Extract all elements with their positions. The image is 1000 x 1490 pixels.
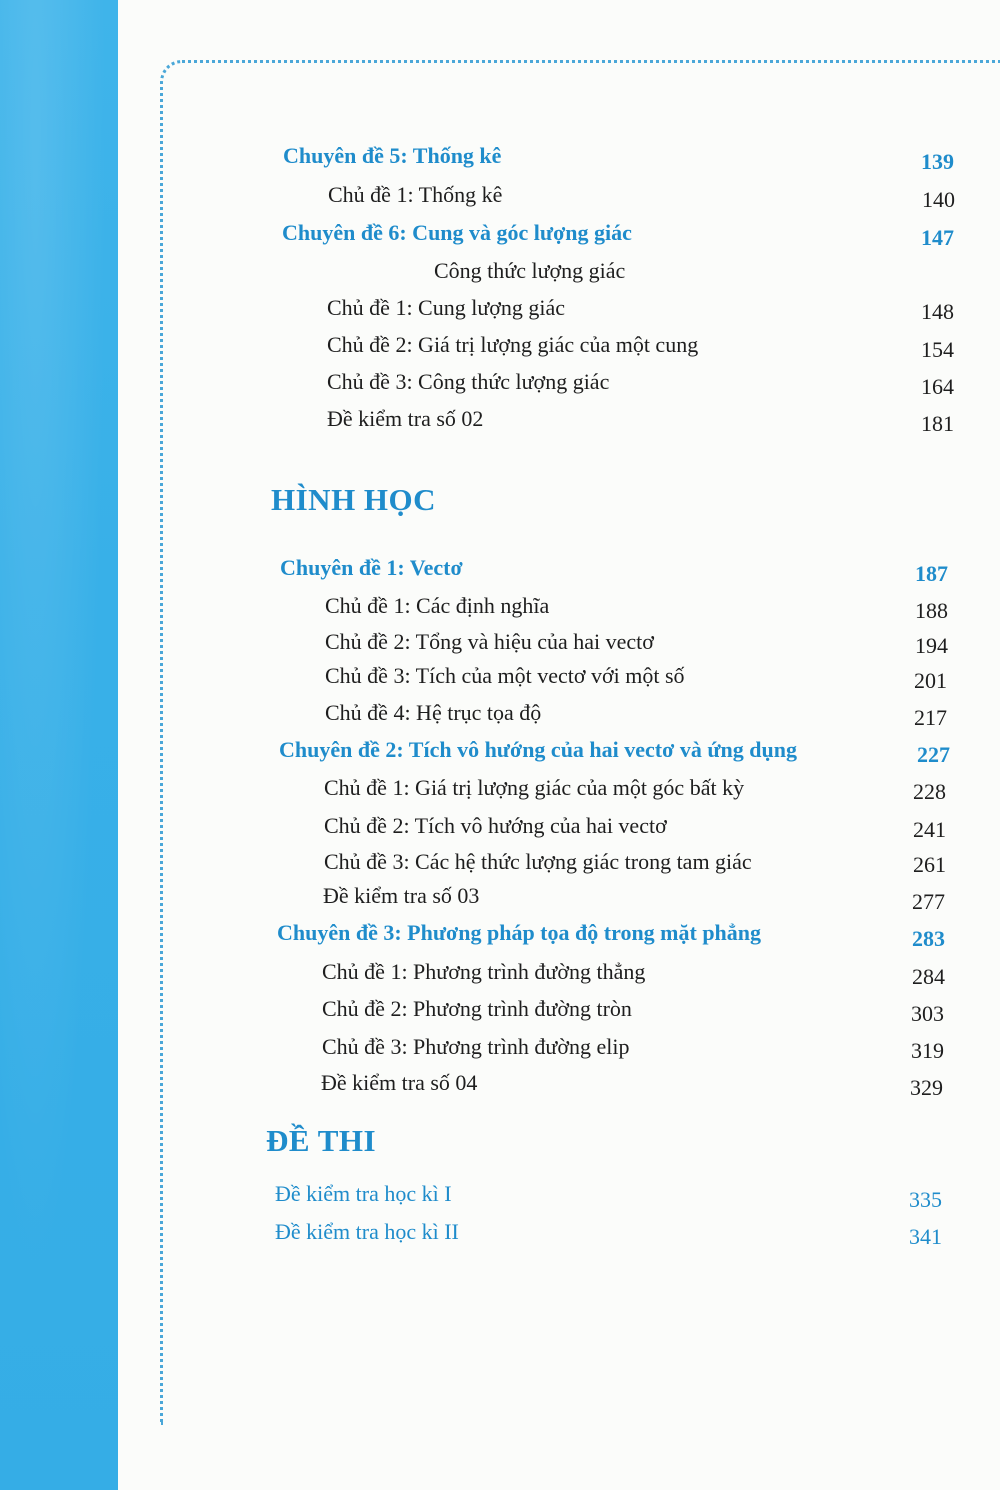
- section-heading-exams: ĐỀ THI: [266, 1123, 377, 1158]
- toc-exam-page: 341: [909, 1224, 942, 1249]
- toc-item[interactable]: Đề kiểm tra số 03: [323, 883, 480, 908]
- toc-item[interactable]: Đề kiểm tra số 04: [321, 1070, 478, 1095]
- toc-chapter-6-subtitle: Công thức lượng giác: [434, 258, 626, 283]
- toc-chapter-2-page: 227: [917, 742, 950, 767]
- toc-item[interactable]: Chủ đề 3: Các hệ thức lượng giác trong tam giác: [324, 849, 752, 874]
- toc-exam-item[interactable]: Đề kiểm tra học kì I: [275, 1181, 452, 1206]
- toc-chapter-6[interactable]: Chuyên đề 6: Cung và góc lượng giác: [282, 220, 632, 245]
- toc-item-page: 164: [921, 374, 954, 399]
- toc-item-page: 201: [914, 668, 947, 693]
- toc-item[interactable]: Chủ đề 1: Các định nghĩa: [325, 593, 550, 618]
- toc-item-page: 154: [921, 337, 954, 362]
- toc-exam-page: 335: [909, 1187, 942, 1212]
- toc-chapter-3[interactable]: Chuyên đề 3: Phương pháp tọa độ trong mặt phẳng: [277, 920, 762, 945]
- toc-item-page: 303: [911, 1001, 944, 1026]
- toc-item-page: 148: [921, 299, 954, 324]
- toc-item-page: 241: [913, 817, 946, 842]
- toc-chapter-6-page: 147: [921, 225, 954, 250]
- toc-item-page: 181: [921, 411, 954, 436]
- toc-item-page: 284: [912, 964, 945, 989]
- toc-item[interactable]: Chủ đề 4: Hệ trục tọa độ: [325, 700, 542, 725]
- toc-chapter-3-page: 283: [912, 926, 945, 951]
- section-heading-geometry: HÌNH HỌC: [271, 482, 437, 517]
- toc-chapter-1[interactable]: Chuyên đề 1: Vectơ: [280, 555, 463, 580]
- toc-item[interactable]: Chủ đề 1: Phương trình đường thẳng: [322, 959, 646, 984]
- toc-item[interactable]: Chủ đề 3: Tích của một vectơ với một số: [325, 663, 685, 688]
- toc-item[interactable]: Chủ đề 2: Tổng và hiệu của hai vectơ: [325, 629, 654, 654]
- toc-item-page: 329: [910, 1075, 943, 1100]
- toc-chapter-2[interactable]: Chuyên đề 2: Tích vô hướng của hai vectơ và ứng dụng: [279, 737, 797, 762]
- toc-item[interactable]: Chủ đề 2: Phương trình đường tròn: [322, 996, 632, 1021]
- toc-item-page: 261: [913, 852, 946, 877]
- toc-item[interactable]: Chủ đề 2: Tích vô hướng của hai vectơ: [324, 813, 667, 838]
- toc-item-page: 194: [915, 633, 948, 658]
- toc-item-page: 188: [915, 598, 948, 623]
- toc-item-page: 319: [911, 1038, 944, 1063]
- toc-chapter-1-page: 187: [915, 561, 948, 586]
- toc-item-page: 217: [914, 705, 947, 730]
- toc-item[interactable]: Chủ đề 3: Phương trình đường elip: [322, 1034, 630, 1059]
- toc-item-page: 140: [922, 187, 955, 212]
- toc-item[interactable]: Chủ đề 3: Công thức lượng giác: [327, 369, 610, 394]
- toc-item[interactable]: Chủ đề 1: Thống kê: [328, 182, 503, 207]
- toc-item-page: 228: [913, 779, 946, 804]
- toc-item[interactable]: Chủ đề 2: Giá trị lượng giác của một cung: [327, 332, 699, 357]
- toc-item[interactable]: Chủ đề 1: Giá trị lượng giác của một góc bất kỳ: [324, 775, 745, 800]
- toc-chapter-5[interactable]: Chuyên đề 5: Thống kê: [283, 143, 502, 168]
- toc-item[interactable]: Đề kiểm tra số 02: [327, 406, 484, 431]
- toc-item[interactable]: Chủ đề 1: Cung lượng giác: [327, 295, 566, 320]
- toc-chapter-5-page: 139: [921, 149, 954, 174]
- toc-item-page: 277: [912, 889, 945, 914]
- toc-exam-item[interactable]: Đề kiểm tra học kì II: [275, 1219, 459, 1244]
